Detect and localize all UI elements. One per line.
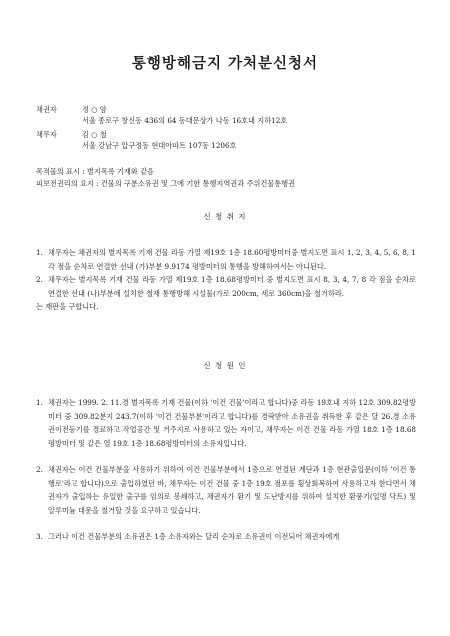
creditor-address: 서울 종로구 창신동 436의 64 동대문상가 나동 16호내 지하12호 bbox=[82, 116, 288, 125]
creditor-name: 정 ○ 암 bbox=[82, 105, 107, 114]
reasons-heading: 신 청 원 인 bbox=[203, 361, 247, 370]
item-text: 채권자는 이건 건물부분을 사용하기 위하여 이건 건물부분에서 1층으로 연결된 계단과 1층 현관출입문(이하 '이건 통행로'라고 합니다)으로 출입하였던 바, 채무자는 이건 건물 중 1층 19호 점포를 횡상회복하여 사용하고자 한다면서 채권자가 출입하는 유일한 출구를 임의로 봉쇄하고, 채권자가 환기 및 도난방지를 위하여 설치한 환풍기(일명 닥트) 및 알루미늄 대문을 철거할 것을 요구하고 있습니다. bbox=[48, 465, 416, 515]
document-title: 통행방해금지 가처분신청서 bbox=[131, 55, 319, 72]
item-text: 그러나 이건 건물부분의 소유권은 1층 소유자와는 달리 순차로 소유권이 이전되어 채권자에게 bbox=[48, 532, 340, 541]
debtor-role-label: 채무자 bbox=[36, 130, 57, 139]
item-number: 1. bbox=[36, 398, 43, 407]
debtor-name: 김 ○ 철 bbox=[82, 130, 107, 139]
reason-item bbox=[36, 530, 416, 544]
debtor-address: 서울 강남구 압구정동 현대아파트 107동 1206호 bbox=[82, 141, 237, 150]
purpose-list bbox=[36, 246, 416, 314]
reasons-list bbox=[36, 396, 416, 544]
item-number: 2. bbox=[36, 465, 43, 474]
creditor-block bbox=[36, 104, 287, 126]
item-text: 채권자는 1999. 2. 11.경 별지목록 기재 건물(이하 '이건 건물'이라고 합니다)중 라동 19호내 지하 12호 309.82평방미터 중 309.82분지 243.7(이하 '이건 건물부분'이라고 합니다)를 경락받아 소유권을 취득한 후 같은 달 26.경 소유권이전등기를 경료하고 작업공간 및 거주지로 사용하고 있는 자이고, 채무자는 이건 건물 라동 가열 18호 1층 18.68평방미터 및 같은 열 19호 1층 18.68평방미터의 소유자입니다. bbox=[48, 398, 416, 448]
reason-item bbox=[36, 396, 416, 450]
object-description: 목적물의 표시 : 별지목록 기재와 같음 bbox=[36, 167, 154, 176]
item-text: 채무자는 채권자의 별지목록 기재 건물 라동 가열 제19호 1층 18.60평방미터중 별지도면 표시 1, 2, 3, 4, 5, 6, 8, 1 각 점을 순차로 연결한 선내 (가)부분 9.9174 평방미터의 통행을 방해하여서는 아니된다. bbox=[48, 248, 416, 271]
purpose-heading: 신 청 취 지 bbox=[203, 212, 247, 221]
purpose-item bbox=[36, 246, 416, 273]
item-number: 1. bbox=[36, 248, 43, 257]
item-number: 3. bbox=[36, 532, 43, 541]
reason-item bbox=[36, 463, 416, 517]
purpose-closing: 는 재판을 구합니다. bbox=[36, 302, 99, 311]
purpose-item bbox=[36, 273, 416, 300]
item-number: 2. bbox=[36, 275, 43, 284]
creditor-role-label: 채권자 bbox=[36, 105, 57, 114]
protected-right-summary: 피보전권리의 요지 : 건물의 구분소유권 및 그에 기한 통행지역권과 주위건물통행권 bbox=[36, 179, 296, 188]
debtor-block bbox=[36, 129, 237, 151]
item-text: 채무자는 별지목록 기재 건물 라동 가열 제19호 1층 18.68평방미터 중 별지도면 표시 8, 3, 4, 7, 8 각 점을 순차로 연결한 선내 (나)부분에 설치한 철재 통행방해 시설물(가로 200cm, 세로 360cm)을 철거하라. bbox=[48, 275, 416, 298]
